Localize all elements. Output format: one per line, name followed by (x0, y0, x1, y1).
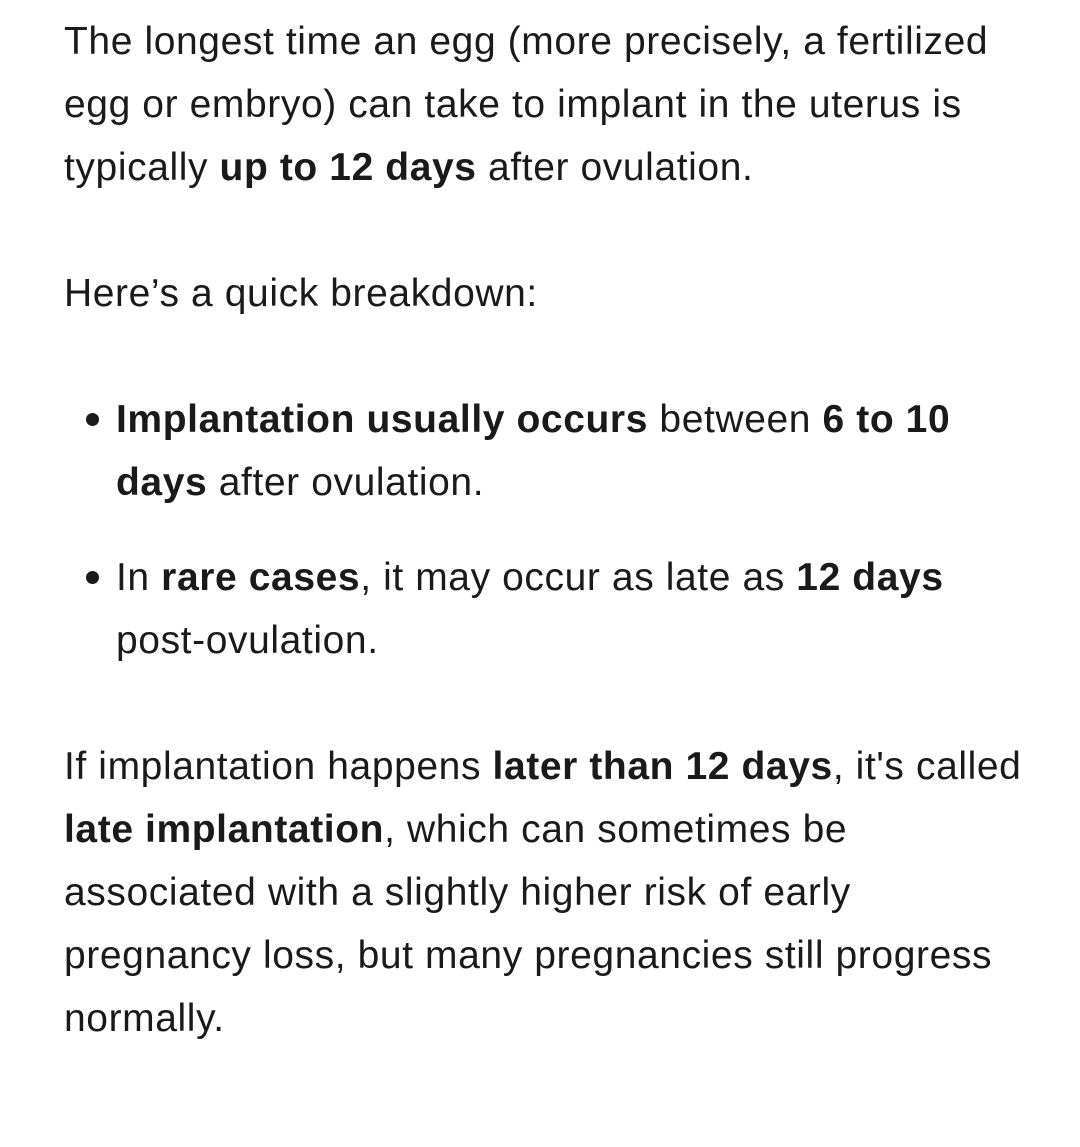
bullet-icon (86, 571, 99, 584)
bullet-1-text-1: between (647, 398, 823, 441)
bullet-2-text-1: In (116, 556, 162, 599)
conclusion-paragraph (64, 735, 1024, 1050)
bullet-1-bold-1: Implantation usually occurs (116, 398, 648, 441)
breakdown-heading: Here’s a quick breakdown: (64, 272, 538, 315)
conclusion-bold-1: later than 12 days (492, 745, 833, 788)
conclusion-bold-2: late implantation (64, 808, 385, 851)
bullet-2-bold-2: 12 days (796, 556, 944, 599)
conclusion-text-1: If implantation happens (64, 745, 493, 788)
message-content (64, 10, 1024, 1050)
bullet-2-text-3: post-ovulation. (116, 619, 379, 662)
list-item (64, 388, 1024, 514)
conclusion-text-3: , which can sometimes be associated with a slightly higher risk of early pregnancy loss, but many pregnancies still progress normally. (64, 808, 993, 1040)
list-item (64, 546, 1024, 672)
intro-paragraph (64, 10, 1024, 199)
breakdown-list (64, 388, 1024, 672)
intro-bold-days: up to 12 days (219, 146, 477, 189)
conclusion-text-2: , it's called (832, 745, 1022, 788)
intro-text-1: The longest time an egg (more precisely, a fertilized egg or embryo) can take to implant in the uterus is typically (64, 20, 989, 189)
intro-text-2: after ovulation. (476, 146, 754, 189)
bullet-1-bold-2: 6 to 10 days (116, 398, 951, 504)
bullet-icon (86, 413, 99, 426)
bullet-2-bold-1: rare cases (161, 556, 361, 599)
bullet-2-text-2: , it may occur as late as (360, 556, 797, 599)
bullet-1-text-2: after ovulation. (207, 461, 485, 504)
